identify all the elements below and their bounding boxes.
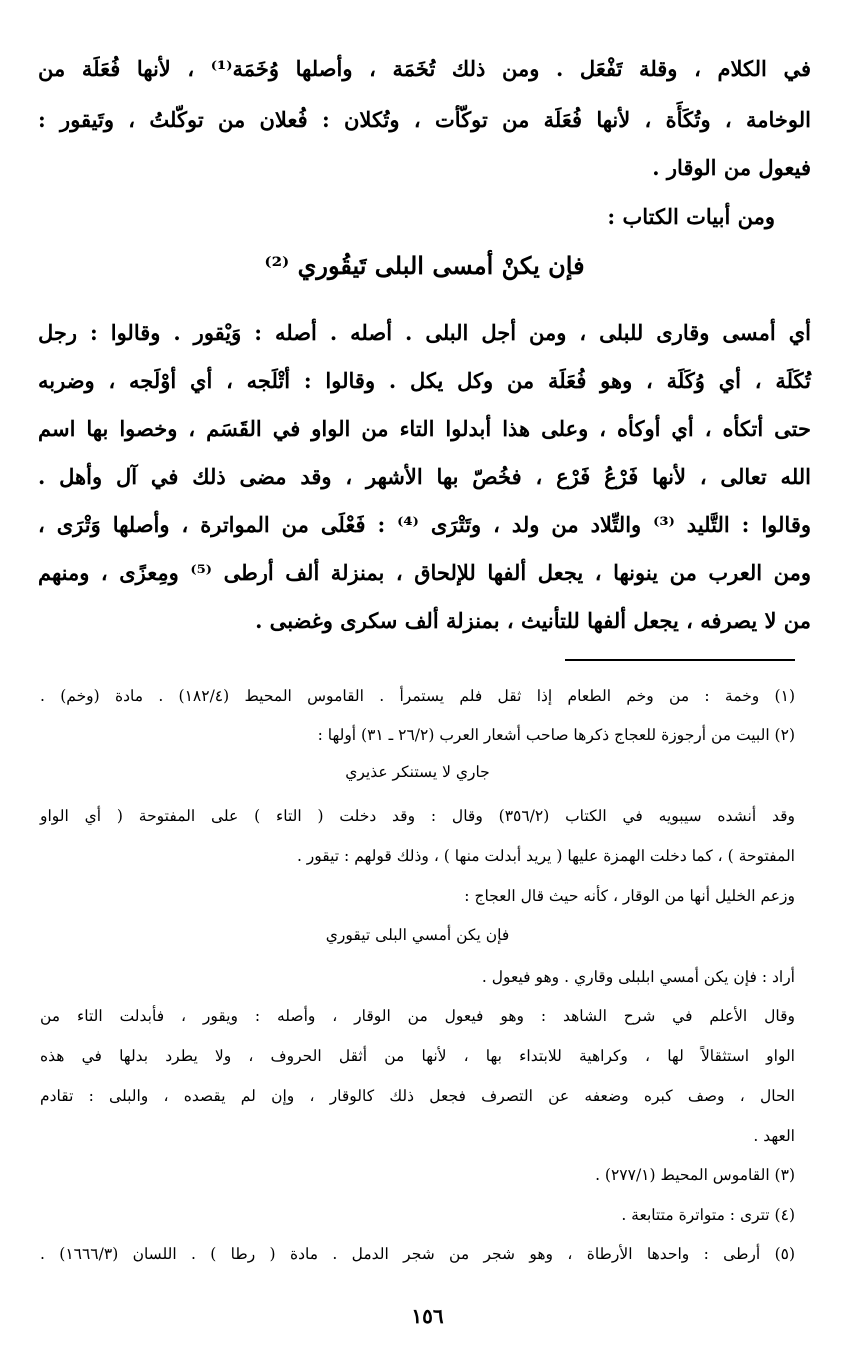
body-line-5: أي أمسى وقارى للبلى ، ومن أجل البلى . أصله . أصله : وَيْقور . وقالوا : رجل — [38, 320, 811, 345]
body-line-1: في الكلام ، وقلة تَفْعَل . ومن ذلك تُخَمَة ، وأصلها وُخَمَة⁽¹⁾ ، لأنها فُعَلَة من — [38, 56, 811, 81]
footnote-line-8: الواو استثقالاً لها ، وكراهية للابتداء بها ، لأنها من أثقل الحروف ، ولا يطرد بدلها في هذه — [40, 1047, 795, 1065]
body-line-3: فيعول من الوقار . — [652, 155, 811, 180]
page-number: ١٥٦ — [411, 1304, 444, 1328]
footnote-line-11: (٣) القاموس المحيط (٢٧٧/١) . — [595, 1166, 795, 1184]
footnote-line-6: أراد : فإن يكن أمسي ابلبلى وقاري . وهو فيعول . — [481, 968, 795, 986]
body-line-6: تُكَلَة ، أي وُكَلَة ، وهو فُعَلَة من وكل يكل . وقالوا : أتْلَجه ، أي أوْلَجه ، وضربه — [38, 368, 811, 393]
body-line-4: ومن أبيات الكتاب : — [607, 204, 775, 229]
body-line-11: من لا يصرفه ، يجعل ألفها للتأنيث ، بمنزلة ألف سكرى وغضبى . — [255, 608, 811, 633]
body-line-7: حتى أتكأه ، أي أوكأه ، وعلى هذا أبدلوا التاء من الواو في القَسَم ، وخصوا بها اسم — [38, 416, 811, 441]
body-line-2: الوخامة ، وتُكَأَة ، لأنها فُعَلَة من توكّأت ، وتُكلان : فُعلان من توكّلتُ ، وتَيقور : — [38, 107, 811, 132]
footnote-line-3: وقد أنشده سيبويه في الكتاب (٣٥٦/٢) وقال : وقد دخلت ( التاء ) على المفتوحة ( أي الواو — [40, 807, 795, 825]
footnote-line-4: المفتوحة ) ، كما دخلت الهمزة عليها ( يريد أبدلت منها ) ، وذلك قولهم : تيقور . — [296, 847, 795, 865]
footnote-verse-1: جاري لا يستنكر عذيري — [345, 763, 490, 781]
body-line-9: وقالوا : التَّليد ⁽³⁾ والتِّلاد من ولد ، وتَتْرَى ⁽⁴⁾ : فَعْلَى من المواترة ، وأصلها وَتْرَى ، — [38, 512, 812, 537]
footnote-line-5: وزعم الخليل أنها من الوقار ، كأنه حيث قال العجاج : — [464, 887, 795, 905]
footnote-line-9: الحال ، وصف كبره وضعفه عن التصرف فجعل ذلك كالوقار ، وإن لم يقصده ، والبلى : تقادم — [40, 1087, 795, 1105]
footnote-line-7: وقال الأعلم في شرح الشاهد : وهو فيعول من الوقار ، وأصله : ويقور ، فأبدلت التاء من — [40, 1007, 795, 1025]
footnote-verse-2: فإن يكن أمسي البلى تيقوري — [325, 926, 510, 944]
footnote-line-1: (١) وخمة : من وخم الطعام إذا ثقل فلم يستمرأ . القاموس المحيط (١٨٢/٤) . مادة (وخم) . — [40, 687, 795, 705]
footnote-line-10: العهد . — [753, 1127, 795, 1145]
body-line-8: الله تعالى ، لأنها فَرْعُ فَرْع ، فخُصّ بها الأشهر ، وقد مضى ذلك في آل وأهل . — [38, 464, 811, 489]
body-line-10: ومن العرب من ينونها ، يجعل ألفها للإلحاق ، بمنزلة ألف أرطى ⁽⁵⁾ ومِعزًى ، ومنهم — [38, 560, 811, 585]
footnote-divider — [565, 659, 795, 661]
footnote-line-12: (٤) تترى : متواترة متتابعة . — [621, 1206, 795, 1224]
footnote-line-2: (٢) البيت من أرجوزة للعجاج ذكرها صاحب أشعار العرب (٢٦/٢ ـ ٣١) أولها : — [317, 726, 795, 744]
footnote-line-13: (٥) أرطى : واحدها الأرطاة ، وهو شجر من شجر الدمل . مادة ( رطا ) . اللسان (١٦٦٦/٣) . — [40, 1245, 796, 1263]
verse-line: فإن يكنْ أمسى البلى تَيقُوري ⁽²⁾ — [264, 251, 585, 280]
